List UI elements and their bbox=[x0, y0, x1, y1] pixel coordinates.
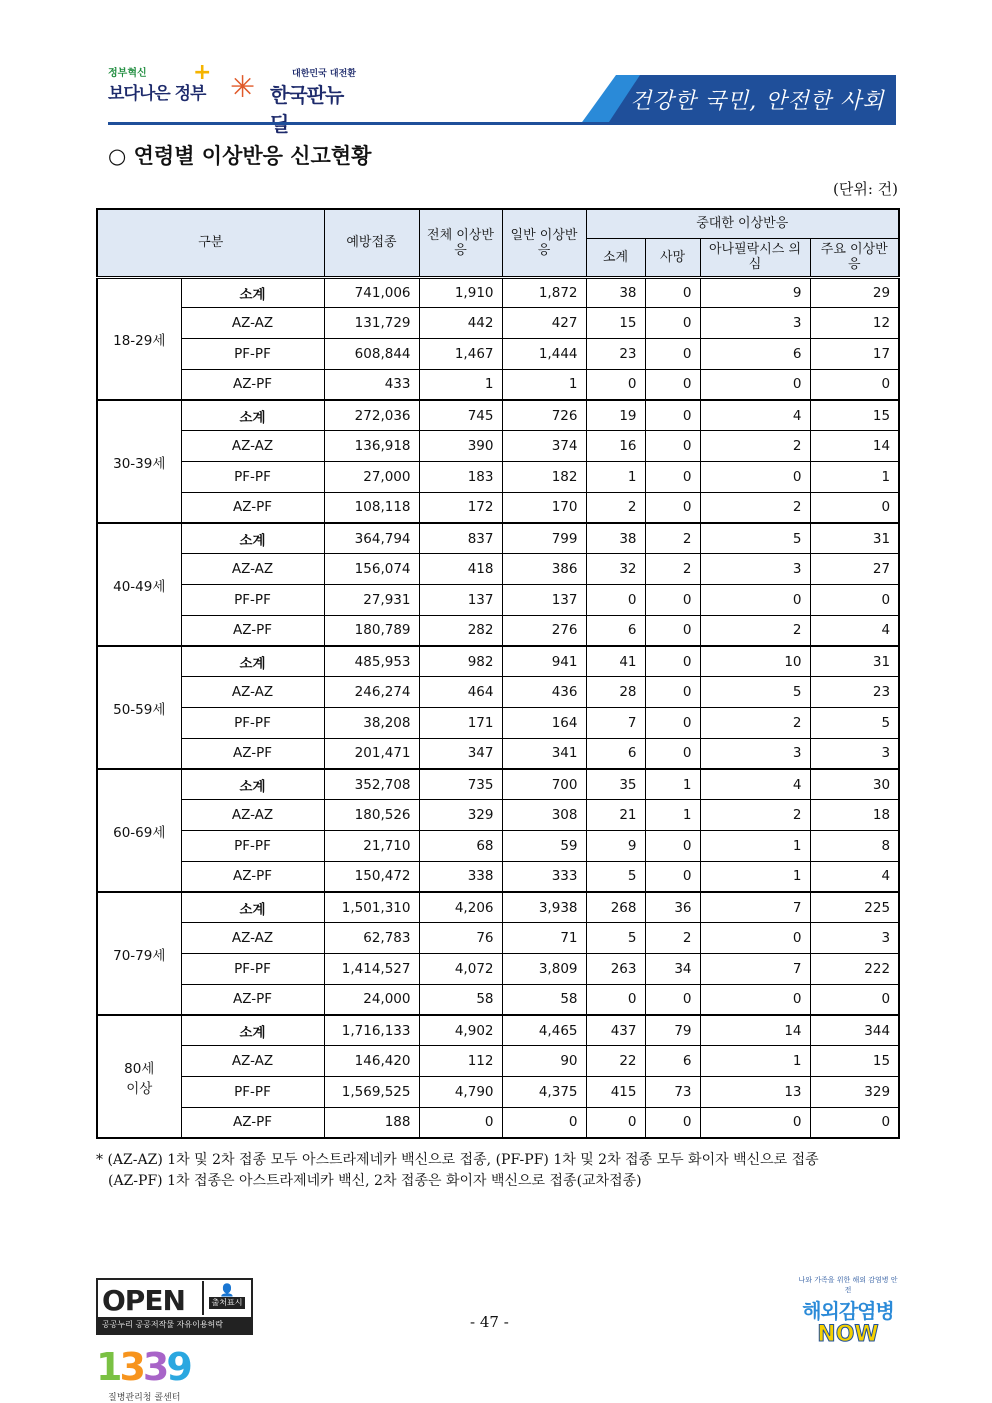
major-cell: 0 bbox=[810, 492, 899, 523]
serious-sub-cell: 0 bbox=[586, 369, 645, 400]
vaccinated-cell: 1,501,310 bbox=[324, 892, 419, 923]
general-cell: 59 bbox=[502, 831, 586, 862]
serious-sub-cell: 437 bbox=[586, 1015, 645, 1046]
table-row bbox=[97, 861, 899, 892]
vaccinated-cell: 364,794 bbox=[324, 523, 419, 554]
major-cell: 15 bbox=[810, 400, 899, 431]
table-row bbox=[97, 277, 899, 308]
vaccinated-cell: 62,783 bbox=[324, 923, 419, 954]
header-death: 사망 bbox=[645, 238, 700, 277]
death-cell: 36 bbox=[645, 892, 700, 923]
anaphylaxis-cell: 1 bbox=[700, 861, 810, 892]
general-cell: 4,375 bbox=[502, 1077, 586, 1108]
death-cell: 1 bbox=[645, 769, 700, 800]
open-logo-caption: 공공누리 공공저작물 자유이용허락 bbox=[98, 1317, 251, 1333]
header-serious-sub: 소계 bbox=[586, 238, 645, 277]
total-cell: 1,467 bbox=[419, 339, 502, 370]
vaccine-type-cell: AZ-AZ bbox=[181, 923, 324, 954]
death-cell: 0 bbox=[645, 1107, 700, 1138]
anaphylaxis-cell: 3 bbox=[700, 738, 810, 769]
serious-sub-cell: 19 bbox=[586, 400, 645, 431]
anaphylaxis-cell: 5 bbox=[700, 523, 810, 554]
total-cell: 418 bbox=[419, 554, 502, 585]
overseas-infection-now-logo bbox=[798, 1275, 898, 1346]
death-cell: 0 bbox=[645, 831, 700, 862]
vaccine-type-cell: PF-PF bbox=[181, 1077, 324, 1108]
serious-sub-cell: 28 bbox=[586, 677, 645, 708]
total-cell: 58 bbox=[419, 984, 502, 1015]
major-cell: 23 bbox=[810, 677, 899, 708]
vaccinated-cell: 188 bbox=[324, 1107, 419, 1138]
vaccinated-cell: 741,006 bbox=[324, 277, 419, 308]
total-cell: 4,072 bbox=[419, 954, 502, 985]
serious-sub-cell: 22 bbox=[586, 1046, 645, 1077]
general-cell: 276 bbox=[502, 615, 586, 646]
general-cell: 58 bbox=[502, 984, 586, 1015]
death-cell: 73 bbox=[645, 1077, 700, 1108]
header-rule bbox=[108, 122, 896, 125]
total-cell: 137 bbox=[419, 585, 502, 616]
serious-sub-cell: 0 bbox=[586, 585, 645, 616]
major-cell: 30 bbox=[810, 769, 899, 800]
general-cell: 164 bbox=[502, 708, 586, 739]
vaccine-type-cell: 소계 bbox=[181, 277, 324, 308]
general-cell: 374 bbox=[502, 431, 586, 462]
major-cell: 4 bbox=[810, 615, 899, 646]
total-cell: 735 bbox=[419, 769, 502, 800]
table-row bbox=[97, 1107, 899, 1138]
vaccine-type-cell: AZ-PF bbox=[181, 492, 324, 523]
table-row bbox=[97, 400, 899, 431]
slogan-text: 건강한 국민, 안전한 사회 bbox=[630, 89, 885, 114]
vaccinated-cell: 136,918 bbox=[324, 431, 419, 462]
vaccinated-cell: 180,789 bbox=[324, 615, 419, 646]
vaccinated-cell: 146,420 bbox=[324, 1046, 419, 1077]
anaphylaxis-cell: 1 bbox=[700, 1046, 810, 1077]
open-license-logo bbox=[96, 1278, 253, 1335]
age-group-cell: 18-29세 bbox=[97, 277, 181, 400]
table-row bbox=[97, 738, 899, 769]
vaccine-type-cell: AZ-AZ bbox=[181, 554, 324, 585]
general-cell: 182 bbox=[502, 462, 586, 493]
anaphylaxis-cell: 6 bbox=[700, 339, 810, 370]
serious-sub-cell: 15 bbox=[586, 308, 645, 339]
major-cell: 0 bbox=[810, 369, 899, 400]
table-row bbox=[97, 1015, 899, 1046]
anaphylaxis-cell: 10 bbox=[700, 646, 810, 677]
anaphylaxis-cell: 2 bbox=[700, 431, 810, 462]
death-cell: 0 bbox=[645, 431, 700, 462]
serious-sub-cell: 5 bbox=[586, 923, 645, 954]
vaccinated-cell: 1,414,527 bbox=[324, 954, 419, 985]
anaphylaxis-cell: 7 bbox=[700, 892, 810, 923]
major-cell: 27 bbox=[810, 554, 899, 585]
major-cell: 18 bbox=[810, 800, 899, 831]
general-cell: 341 bbox=[502, 738, 586, 769]
vaccine-type-cell: AZ-PF bbox=[181, 615, 324, 646]
vaccinated-cell: 201,471 bbox=[324, 738, 419, 769]
total-cell: 112 bbox=[419, 1046, 502, 1077]
total-cell: 171 bbox=[419, 708, 502, 739]
major-cell: 17 bbox=[810, 339, 899, 370]
table-row bbox=[97, 708, 899, 739]
serious-sub-cell: 41 bbox=[586, 646, 645, 677]
logo-small-text: 정부혁신 bbox=[108, 68, 147, 79]
anaphylaxis-cell: 7 bbox=[700, 954, 810, 985]
serious-sub-cell: 268 bbox=[586, 892, 645, 923]
vaccinated-cell: 156,074 bbox=[324, 554, 419, 585]
general-cell: 726 bbox=[502, 400, 586, 431]
vaccinated-cell: 1,569,525 bbox=[324, 1077, 419, 1108]
death-cell: 0 bbox=[645, 277, 700, 308]
vaccine-type-cell: 소계 bbox=[181, 1015, 324, 1046]
table-row bbox=[97, 923, 899, 954]
general-cell: 308 bbox=[502, 800, 586, 831]
table-row bbox=[97, 677, 899, 708]
vaccine-type-cell: 소계 bbox=[181, 892, 324, 923]
header-vaccinated: 예방접종 bbox=[324, 209, 419, 277]
total-cell: 745 bbox=[419, 400, 502, 431]
serious-sub-cell: 38 bbox=[586, 523, 645, 554]
death-cell: 2 bbox=[645, 923, 700, 954]
major-cell: 222 bbox=[810, 954, 899, 985]
anaphylaxis-cell: 4 bbox=[700, 400, 810, 431]
table-body bbox=[97, 277, 899, 1138]
general-cell: 436 bbox=[502, 677, 586, 708]
attribution-icon bbox=[202, 1281, 250, 1315]
vaccinated-cell: 108,118 bbox=[324, 492, 419, 523]
total-cell: 982 bbox=[419, 646, 502, 677]
open-logo-text: OPEN bbox=[102, 1284, 185, 1317]
vaccinated-cell: 150,472 bbox=[324, 861, 419, 892]
anaphylaxis-cell: 0 bbox=[700, 369, 810, 400]
vaccinated-cell: 246,274 bbox=[324, 677, 419, 708]
vaccinated-cell: 27,931 bbox=[324, 585, 419, 616]
logo-big-text: 한국판뉴딜 bbox=[270, 83, 344, 136]
table-row bbox=[97, 615, 899, 646]
death-cell: 2 bbox=[645, 523, 700, 554]
death-cell: 0 bbox=[645, 738, 700, 769]
anaphylaxis-cell: 9 bbox=[700, 277, 810, 308]
major-cell: 3 bbox=[810, 738, 899, 769]
death-cell: 1 bbox=[645, 800, 700, 831]
general-cell: 90 bbox=[502, 1046, 586, 1077]
anaphylaxis-cell: 2 bbox=[700, 492, 810, 523]
call-center-logo: 1339 bbox=[96, 1345, 190, 1389]
major-cell: 4 bbox=[810, 861, 899, 892]
death-cell: 0 bbox=[645, 708, 700, 739]
anaphylaxis-cell: 2 bbox=[700, 708, 810, 739]
total-cell: 183 bbox=[419, 462, 502, 493]
total-cell: 837 bbox=[419, 523, 502, 554]
table-row bbox=[97, 892, 899, 923]
serious-sub-cell: 9 bbox=[586, 831, 645, 862]
anaphylaxis-cell: 2 bbox=[700, 615, 810, 646]
serious-sub-cell: 35 bbox=[586, 769, 645, 800]
vaccinated-cell: 131,729 bbox=[324, 308, 419, 339]
death-cell: 34 bbox=[645, 954, 700, 985]
major-cell: 14 bbox=[810, 431, 899, 462]
table-row bbox=[97, 369, 899, 400]
serious-sub-cell: 415 bbox=[586, 1077, 645, 1108]
total-cell: 68 bbox=[419, 831, 502, 862]
anaphylaxis-cell: 0 bbox=[700, 1107, 810, 1138]
table-row bbox=[97, 831, 899, 862]
serious-sub-cell: 23 bbox=[586, 339, 645, 370]
age-group-cell: 60-69세 bbox=[97, 769, 181, 892]
general-cell: 941 bbox=[502, 646, 586, 677]
total-cell: 338 bbox=[419, 861, 502, 892]
major-cell: 0 bbox=[810, 1107, 899, 1138]
vaccine-type-cell: PF-PF bbox=[181, 462, 324, 493]
general-cell: 71 bbox=[502, 923, 586, 954]
general-cell: 3,938 bbox=[502, 892, 586, 923]
gov-innovation-logo bbox=[108, 60, 213, 110]
vaccine-type-cell: AZ-PF bbox=[181, 738, 324, 769]
table-row bbox=[97, 1046, 899, 1077]
death-cell: 0 bbox=[645, 861, 700, 892]
serious-sub-cell: 1 bbox=[586, 462, 645, 493]
major-cell: 8 bbox=[810, 831, 899, 862]
table-row bbox=[97, 585, 899, 616]
vaccine-type-cell: AZ-PF bbox=[181, 861, 324, 892]
general-cell: 0 bbox=[502, 1107, 586, 1138]
total-cell: 282 bbox=[419, 615, 502, 646]
anaphylaxis-cell: 0 bbox=[700, 923, 810, 954]
vaccine-type-cell: PF-PF bbox=[181, 585, 324, 616]
call-center-caption: 질병관리청 콜센터 bbox=[108, 1393, 181, 1403]
vaccinated-cell: 38,208 bbox=[324, 708, 419, 739]
general-cell: 333 bbox=[502, 861, 586, 892]
serious-sub-cell: 16 bbox=[586, 431, 645, 462]
major-cell: 31 bbox=[810, 646, 899, 677]
death-cell: 0 bbox=[645, 369, 700, 400]
footnote bbox=[96, 1150, 819, 1192]
major-cell: 0 bbox=[810, 585, 899, 616]
anaphylaxis-cell: 14 bbox=[700, 1015, 810, 1046]
major-cell: 31 bbox=[810, 523, 899, 554]
general-cell: 427 bbox=[502, 308, 586, 339]
serious-sub-cell: 21 bbox=[586, 800, 645, 831]
logo-small-text: 대한민국 대전환 bbox=[292, 69, 356, 79]
header-general: 일반 이상반응 bbox=[502, 209, 586, 277]
death-cell: 0 bbox=[645, 492, 700, 523]
vaccinated-cell: 27,000 bbox=[324, 462, 419, 493]
page-number: - 47 - bbox=[470, 1313, 509, 1331]
footnote-line: (AZ-PF) 1차 접종은 아스트라제네카 백신, 2차 접종은 화이자 백신으로 접종(교차접종) bbox=[108, 1173, 642, 1189]
attribution-badge: 출처표시 bbox=[209, 1297, 246, 1309]
serious-sub-cell: 0 bbox=[586, 1107, 645, 1138]
total-cell: 347 bbox=[419, 738, 502, 769]
general-cell: 799 bbox=[502, 523, 586, 554]
vaccine-type-cell: PF-PF bbox=[181, 954, 324, 985]
now-logo-big: 해외감염병 bbox=[802, 1299, 894, 1323]
general-cell: 170 bbox=[502, 492, 586, 523]
major-cell: 15 bbox=[810, 1046, 899, 1077]
serious-sub-cell: 263 bbox=[586, 954, 645, 985]
serious-sub-cell: 5 bbox=[586, 861, 645, 892]
table-row bbox=[97, 769, 899, 800]
table-row bbox=[97, 308, 899, 339]
vaccine-type-cell: PF-PF bbox=[181, 708, 324, 739]
general-cell: 137 bbox=[502, 585, 586, 616]
header-serious: 중대한 이상반응 bbox=[586, 209, 899, 238]
death-cell: 0 bbox=[645, 677, 700, 708]
anaphylaxis-cell: 3 bbox=[700, 308, 810, 339]
plus-icon: + bbox=[193, 60, 212, 85]
major-cell: 0 bbox=[810, 984, 899, 1015]
vaccine-type-cell: 소계 bbox=[181, 400, 324, 431]
vaccinated-cell: 21,710 bbox=[324, 831, 419, 862]
person-icon: 👤 bbox=[219, 1283, 235, 1297]
general-cell: 1 bbox=[502, 369, 586, 400]
serious-sub-cell: 32 bbox=[586, 554, 645, 585]
vaccinated-cell: 485,953 bbox=[324, 646, 419, 677]
vaccine-type-cell: AZ-AZ bbox=[181, 1046, 324, 1077]
major-cell: 3 bbox=[810, 923, 899, 954]
adverse-reaction-table bbox=[96, 208, 900, 1139]
korean-new-deal-logo bbox=[230, 66, 360, 136]
anaphylaxis-cell: 4 bbox=[700, 769, 810, 800]
vaccinated-cell: 352,708 bbox=[324, 769, 419, 800]
major-cell: 1 bbox=[810, 462, 899, 493]
table-row bbox=[97, 462, 899, 493]
general-cell: 386 bbox=[502, 554, 586, 585]
total-cell: 442 bbox=[419, 308, 502, 339]
header-major: 주요 이상반응 bbox=[810, 238, 899, 277]
vaccine-type-cell: AZ-AZ bbox=[181, 431, 324, 462]
death-cell: 0 bbox=[645, 646, 700, 677]
total-cell: 329 bbox=[419, 800, 502, 831]
death-cell: 0 bbox=[645, 984, 700, 1015]
death-cell: 0 bbox=[645, 585, 700, 616]
vaccine-type-cell: 소계 bbox=[181, 769, 324, 800]
now-logo-now: NOW bbox=[817, 1322, 879, 1347]
general-cell: 4,465 bbox=[502, 1015, 586, 1046]
age-group-cell: 30-39세 bbox=[97, 400, 181, 523]
anaphylaxis-cell: 3 bbox=[700, 554, 810, 585]
serious-sub-cell: 6 bbox=[586, 615, 645, 646]
table-row bbox=[97, 554, 899, 585]
starburst-icon: ✳ bbox=[230, 70, 256, 105]
total-cell: 0 bbox=[419, 1107, 502, 1138]
major-cell: 344 bbox=[810, 1015, 899, 1046]
serious-sub-cell: 7 bbox=[586, 708, 645, 739]
header-category: 구분 bbox=[97, 209, 324, 277]
age-group-cell: 70-79세 bbox=[97, 892, 181, 1015]
vaccine-type-cell: AZ-PF bbox=[181, 1107, 324, 1138]
death-cell: 0 bbox=[645, 462, 700, 493]
total-cell: 76 bbox=[419, 923, 502, 954]
logo-big-text: 보다나은 정부 bbox=[108, 84, 206, 104]
age-group-cell: 50-59세 bbox=[97, 646, 181, 769]
total-cell: 464 bbox=[419, 677, 502, 708]
total-cell: 1,910 bbox=[419, 277, 502, 308]
anaphylaxis-cell: 2 bbox=[700, 800, 810, 831]
total-cell: 1 bbox=[419, 369, 502, 400]
vaccine-type-cell: AZ-AZ bbox=[181, 677, 324, 708]
vaccine-type-cell: 소계 bbox=[181, 646, 324, 677]
death-cell: 0 bbox=[645, 615, 700, 646]
general-cell: 700 bbox=[502, 769, 586, 800]
header-total: 전체 이상반응 bbox=[419, 209, 502, 277]
age-group-cell: 80세 이상 bbox=[97, 1015, 181, 1138]
vaccine-type-cell: 소계 bbox=[181, 523, 324, 554]
serious-sub-cell: 2 bbox=[586, 492, 645, 523]
anaphylaxis-cell: 5 bbox=[700, 677, 810, 708]
anaphylaxis-cell: 0 bbox=[700, 462, 810, 493]
table-row bbox=[97, 646, 899, 677]
vaccine-type-cell: PF-PF bbox=[181, 339, 324, 370]
major-cell: 29 bbox=[810, 277, 899, 308]
major-cell: 329 bbox=[810, 1077, 899, 1108]
vaccine-type-cell: AZ-AZ bbox=[181, 308, 324, 339]
total-cell: 4,206 bbox=[419, 892, 502, 923]
total-cell: 390 bbox=[419, 431, 502, 462]
total-cell: 4,790 bbox=[419, 1077, 502, 1108]
serious-sub-cell: 0 bbox=[586, 984, 645, 1015]
footnote-line: * (AZ-AZ) 1차 및 2차 접종 모두 아스트라제네카 백신으로 접종, (PF-PF) 1차 및 2차 접종 모두 화이자 백신으로 접종 bbox=[96, 1152, 819, 1168]
vaccinated-cell: 1,716,133 bbox=[324, 1015, 419, 1046]
section-title: ○ 연령별 이상반응 신고현황 bbox=[108, 143, 372, 168]
death-cell: 0 bbox=[645, 339, 700, 370]
anaphylaxis-cell: 13 bbox=[700, 1077, 810, 1108]
major-cell: 12 bbox=[810, 308, 899, 339]
major-cell: 5 bbox=[810, 708, 899, 739]
age-group-cell: 40-49세 bbox=[97, 523, 181, 646]
anaphylaxis-cell: 0 bbox=[700, 585, 810, 616]
vaccine-type-cell: AZ-AZ bbox=[181, 800, 324, 831]
table-row bbox=[97, 339, 899, 370]
death-cell: 6 bbox=[645, 1046, 700, 1077]
vaccinated-cell: 180,526 bbox=[324, 800, 419, 831]
anaphylaxis-cell: 0 bbox=[700, 984, 810, 1015]
vaccine-type-cell: PF-PF bbox=[181, 831, 324, 862]
anaphylaxis-cell: 1 bbox=[700, 831, 810, 862]
total-cell: 4,902 bbox=[419, 1015, 502, 1046]
serious-sub-cell: 6 bbox=[586, 738, 645, 769]
vaccinated-cell: 608,844 bbox=[324, 339, 419, 370]
table-row bbox=[97, 984, 899, 1015]
death-cell: 79 bbox=[645, 1015, 700, 1046]
general-cell: 3,809 bbox=[502, 954, 586, 985]
vaccinated-cell: 24,000 bbox=[324, 984, 419, 1015]
major-cell: 225 bbox=[810, 892, 899, 923]
death-cell: 2 bbox=[645, 554, 700, 585]
now-logo-small: 나와 가족을 위한 해외 감염병 안전 bbox=[798, 1276, 898, 1294]
vaccinated-cell: 433 bbox=[324, 369, 419, 400]
table-row bbox=[97, 1077, 899, 1108]
death-cell: 0 bbox=[645, 308, 700, 339]
vaccine-type-cell: AZ-PF bbox=[181, 369, 324, 400]
table-row bbox=[97, 954, 899, 985]
unit-label: (단위: 건) bbox=[833, 180, 898, 198]
vaccine-type-cell: AZ-PF bbox=[181, 984, 324, 1015]
vaccinated-cell: 272,036 bbox=[324, 400, 419, 431]
table-row bbox=[97, 800, 899, 831]
total-cell: 172 bbox=[419, 492, 502, 523]
death-cell: 0 bbox=[645, 400, 700, 431]
table-row bbox=[97, 431, 899, 462]
header-anaphylaxis: 아나필락시스 의심 bbox=[700, 238, 810, 277]
general-cell: 1,444 bbox=[502, 339, 586, 370]
table-row bbox=[97, 492, 899, 523]
serious-sub-cell: 38 bbox=[586, 277, 645, 308]
table-row bbox=[97, 523, 899, 554]
general-cell: 1,872 bbox=[502, 277, 586, 308]
